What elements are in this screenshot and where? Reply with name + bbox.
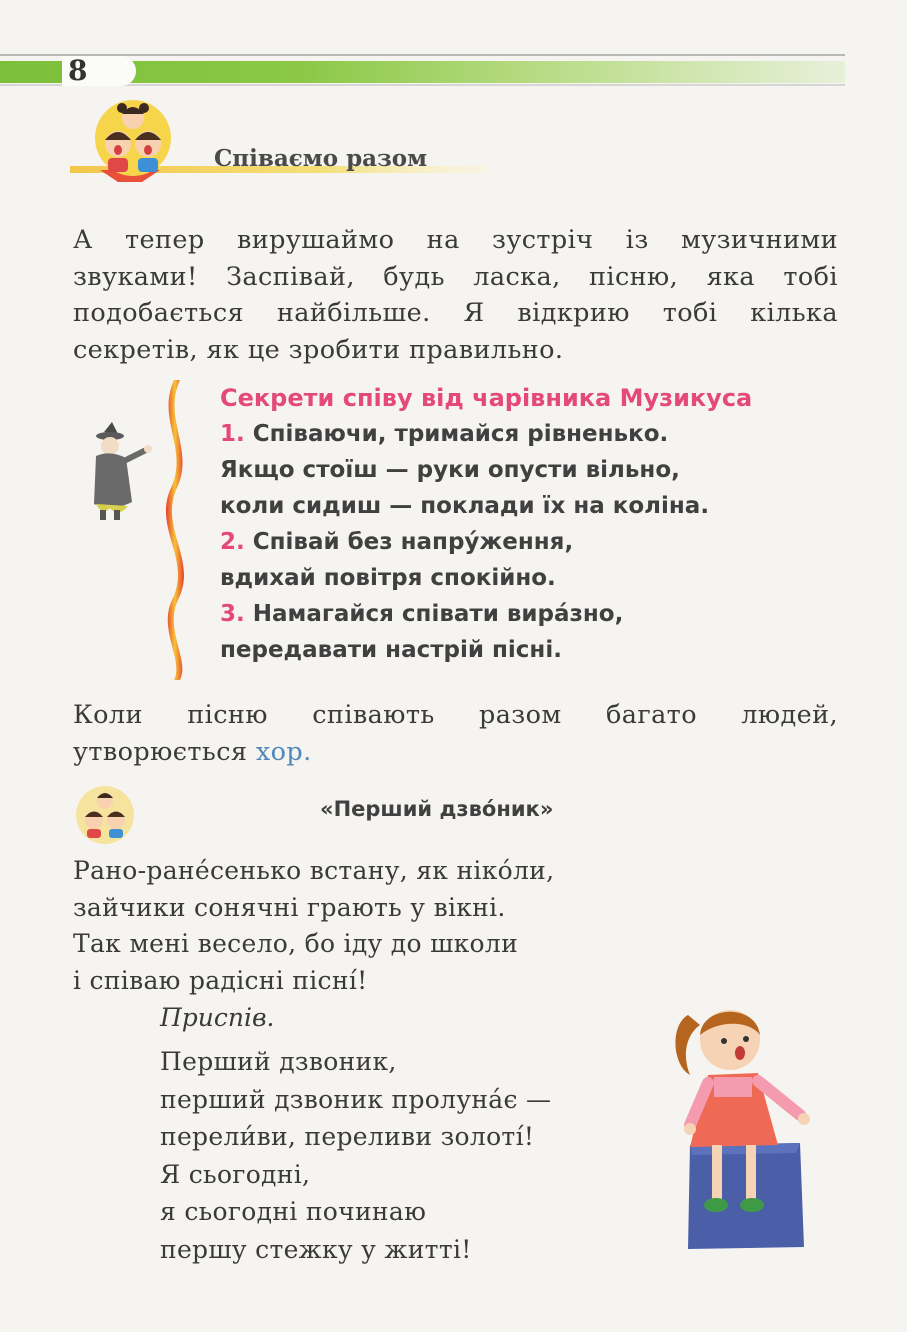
secret-line: вдихай повітря спокійно. xyxy=(220,565,556,591)
choir-line: Коли пісню співають разом багато людей, xyxy=(73,700,838,730)
chorus-line: першу стежку у житті! xyxy=(160,1234,472,1264)
section-title: Співаємо разом xyxy=(214,145,428,172)
intro-line: А тепер вирушаймо на зустріч із музичними xyxy=(73,225,838,255)
chorus-line: перший дзвоник пролуна́є — xyxy=(160,1084,552,1114)
intro-paragraph xyxy=(73,222,838,368)
page-number: 8 xyxy=(68,54,88,87)
chorus-line: Перший дзвоник, xyxy=(160,1047,397,1076)
secret-line: передавати настрій пісні. xyxy=(220,637,562,663)
song-chorus xyxy=(160,1043,551,1268)
verse-line: і співаю радісні пісні́! xyxy=(73,965,368,995)
girl-on-box-illustration xyxy=(660,995,840,1250)
secret-line: Намагайся співати вира́зно, xyxy=(252,601,624,627)
intro-line: звуками! Заспівай, будь ласка, пісню, яка тобі xyxy=(73,261,838,292)
page-header-band xyxy=(0,52,845,86)
verse-line: зайчики сонячні грають у вікні. xyxy=(73,892,506,922)
choir-line xyxy=(73,734,838,771)
secrets-title: Секрети співу від чарівника Музикуса xyxy=(220,384,753,412)
song-title: «Перший дзво́ник» xyxy=(320,797,554,821)
item-number: 2. xyxy=(220,529,245,555)
verse-line: Так мені весело, бо іду до школи xyxy=(73,929,519,958)
item-number: 3. xyxy=(220,601,245,627)
secret-line: коли сидиш — поклади їх на коліна. xyxy=(220,493,710,519)
choir-term: хор. xyxy=(255,737,312,767)
chorus-line: перели́ви, переливи золоті́! xyxy=(160,1122,535,1151)
song-verse xyxy=(73,853,554,999)
children-choir-icon xyxy=(74,784,136,846)
secret-item xyxy=(220,524,752,560)
chorus-label: Приспів. xyxy=(160,1003,275,1032)
secret-item xyxy=(220,596,752,632)
choir-paragraph xyxy=(73,697,838,771)
item-number: 1. xyxy=(220,421,245,447)
secret-line: Співай без напру́ження, xyxy=(252,529,574,555)
secret-item xyxy=(220,416,752,452)
singing-secrets-list xyxy=(220,380,752,668)
intro-line: секретів, як це зробити правильно. xyxy=(73,334,564,365)
intro-line: подобається найбільше. Я відкрию тобі кілька xyxy=(73,298,838,328)
choir-line-prefix: утворюється xyxy=(73,737,256,767)
decorative-ribbon xyxy=(150,380,198,680)
verse-line: Рано-ране́сенько встану, як ніко́ли, xyxy=(73,856,555,885)
secret-line: Якщо стоїш — руки опусти вільно, xyxy=(220,457,680,483)
children-choir-icon xyxy=(92,96,174,188)
secret-line: Співаючи, тримайся рівненько. xyxy=(252,421,669,447)
chorus-line: я сьогодні починаю xyxy=(160,1197,427,1226)
chorus-line: Я сьогодні, xyxy=(160,1159,311,1189)
